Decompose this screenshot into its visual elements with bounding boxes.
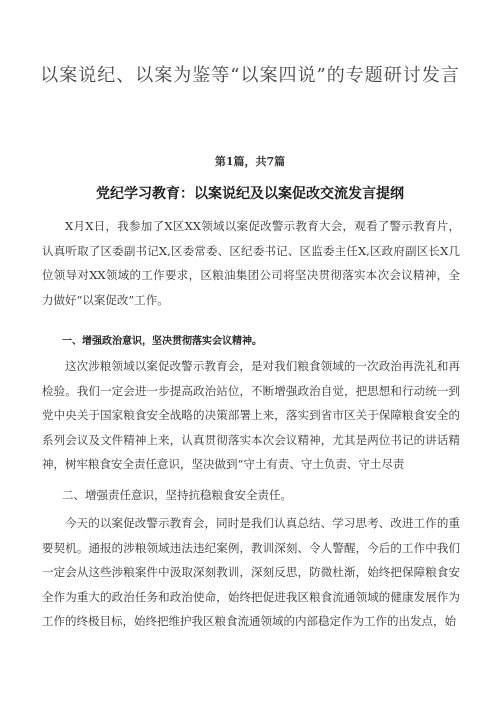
paragraph-intro: X月X日，我参加了X区XX领域以案促改警示教育大会，观看了警示教育片，认真听取了区委副书记X,区委常委、区纪委书记、区监委主任X,区政府副区长X几位领导对XX领域的工作要求，区粮油集团公司将坚决贯彻落实本次会议精神，全力做好“以案促改”工作。 [42,219,460,307]
paragraph-responsibility: 今天的以案促改警示教育会，同时是我们认真总结、学习思考、改进工作的重要契机。通报的涉粮领域违法违纪案例，教训深刻、令人警醒，今后的工作中我们一定会从这些涉粮案件中汲取深刻教训，深刻反思，防微杜渐，始终把保障粮食安全作为重大的政治任务和政治使命，始终把促进我区粮食流通领域的健康发展作为工作的终极目标，始终把维护我区粮食流通领域的内部稳定作为工作的出发点，始 [42,516,460,629]
part-indicator: 第1篇，共7篇 [214,155,286,168]
section-heading: 党纪学习教育：以案说纪及以案促改交流发言提纲 [96,186,404,202]
document-title: 以案说纪、以案为鉴等“以案四说”的专题研讨发言 [40,65,460,86]
section-heading-1: 一、增强政治意识，坚决贯彻落实会议精神。 [62,336,262,347]
section-heading-2: 二、增强责任意识，坚持抗稳粮食安全责任。 [62,488,292,502]
paragraph-political: 这次涉粮领域以案促改警示教育会，是对我们粮食领域的一次政治再洗礼和再检验。我们一定会进一步提高政治站位，不断增强政治自觉，把思想和行动统一到党中央关于国家粮食安全战略的决策部署上来，落实到省市区关于保障粮食安全的系列会议及文件精神上来，认真贯彻落实本次会议精神，尤其是两位书记的讲话精神，树牢粮食安全责任意识，坚决做到“守土有责、守土负责、守土尽责 [42,359,460,472]
